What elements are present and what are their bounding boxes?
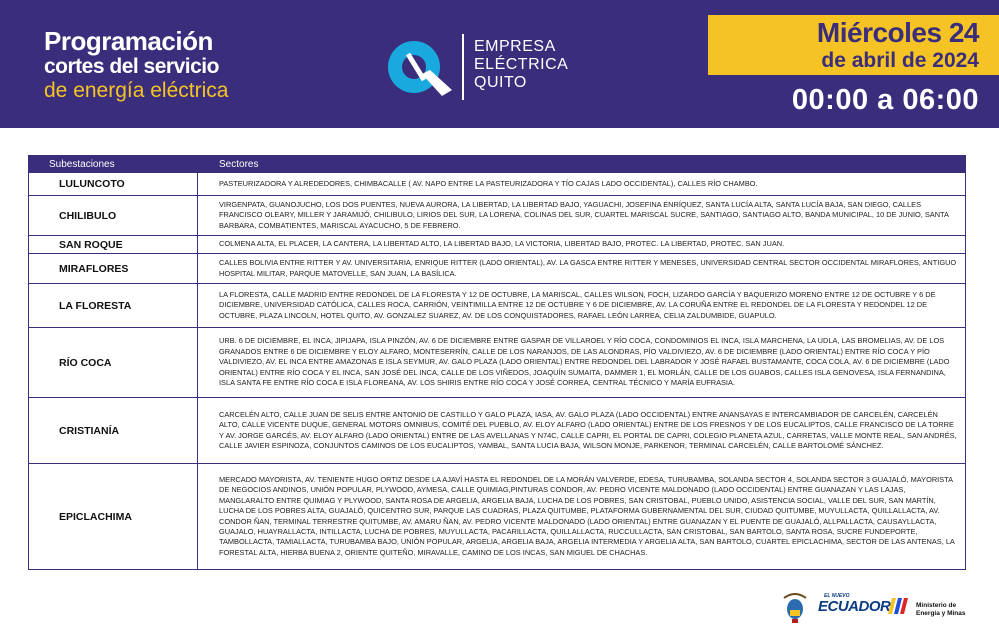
company-line-2: ELÉCTRICA [474, 56, 569, 73]
table-row [29, 173, 965, 195]
ministry-line-1: Ministerio de [916, 602, 957, 609]
coat-of-arms-icon [780, 590, 810, 624]
ministry-line-2: Energía y Minas [916, 610, 966, 617]
table-header [29, 156, 965, 173]
table-row [29, 253, 965, 283]
title-line-3: de energía eléctrica [44, 79, 229, 102]
page-title [44, 28, 228, 101]
sector-list: URB. 6 DE DICIEMBRE, EL INCA, JIPIJAPA, ISLA PINZÓN, AV. 6 DE DICIEMBRE ENTRE GASPAR DE VILLAROEL Y RÍO COCA, CONDOMINIOS EL INCA, ISLA MARCHENA, LA UDLA, LAS BROMELIAS, AV. DE LOS GRANADOS ENTRE 6 DE DICIEMBRE Y ELOY ALFARO, MONTESERRÍN, CALLE DE LOS NARANJOS, DE LAS ALONDRAS, PÍO VALDIVIEZO, AV. 6 DE DICIEMBRE (LADO ORIENTAL) ENTRE RÍO COCA Y PÍO VALDIVIEZO, AV. EL INCA ENTRE AMAZONAS E ISLA SEYMUR, AV. GALO PLAZA (LADO ORIENTAL) ENTRE REDONDEL DEL LABRADOR Y JOSÉ RAFAEL BUSTAMANTE, COCA COLA, AV. 6 DE DICIEMBRE (LADO ORIENTAL) ENTRE RÍO COCA Y EL INCA, SAN JOSÉ DEL INCA, CALLE DE LOS VIÑEDOS, JOAQUÍN SUMAITA, DAMMER 1, EL MORLÁN, CALLE DE LOS GUABOS, CALLES ISLA GENOVESA, ISLA FERNANDINA, ISLA SANTA FE ENTRE RÍO COCA E ISLA FLOREANA, AV. LOS SHIRIS ENTRE RÍO COCA Y JOSÉ CORREA, CENTRAL TÉCNICO Y MARÍA EUFRASIA. [219, 336, 950, 388]
eeq-logo-icon [378, 34, 458, 100]
logo-divider [462, 34, 464, 100]
footer-logos [780, 590, 980, 626]
substation-name: LA FLORESTA [29, 284, 198, 327]
sector-list: CARCELÉN ALTO, CALLE JUAN DE SELIS ENTRE ANTONIO DE CASTILLO Y GALO PLAZA, IASA, AV. GALO PLAZA (LADO OCCIDENTAL) ENTRE ANANSAYAS E INTERCAMBIADOR DE CARCELÉN, CARCELÉN ALTO, CALLE VICENTE DUQUE, GENERAL MOTORS OMNIBUS, COMITÉ DEL PUEBLO, AV. ELOY ALFARO (LADO ORIENTAL) ENTRE DE LOS FRESNOS Y DE LOS EUCALIPTOS, CALLE FRANCISCO DE LA TORRE Y AV. JORGE GARCÉS, AV. ELOY ALFARO (LADO ORIENTAL) ENTRE DE LAS AVELLANAS Y N74C, CALLE CAPRI, EL PORTAL DE CAPRI, COLEGIO PLANETA AZUL, CARRETAS, VALLE MONTE REAL, SAN ANDRÉS, CALLE JAVIER ESPINOZA, CONJUNTOS CAMINOS DE LOS EUCALIPTOS, YAMBAL, SANTA LUCIA BAJA, WILSON MONJE, PARKENOR, TERMINAL CARCELÉN, CALLE BARTOLOMÉ SÁNCHEZ. [219, 409, 957, 450]
col-substations: Subestaciones [49, 159, 115, 170]
company-name [474, 38, 568, 92]
table-row [29, 195, 965, 235]
ministry-name [916, 602, 966, 618]
col-sectors: Sectores [219, 159, 259, 170]
substation-name: EPICLACHIMA [29, 464, 198, 569]
header-banner [0, 0, 999, 128]
sector-list: LA FLORESTA, CALLE MADRID ENTRE REDONDEL DE LA FLORESTA Y 12 DE OCTUBRE, LA MARISCAL, CALLES WILSON, FOCH, LIZARDO GARCÍA Y BAQUERIZO MORENO ENTRE 12 DE OCTUBRE Y 6 DE DICIEMBRE, UNIVERSIDAD CATÓLICA, CALLES ROCA, CARRIÓN, VEINTIMILLA ENTRE 12 DE OCTUBRE Y 6 DE DICIEMBRE, AV. LA CORUÑA ENTRE EL REDONDEL DE LA FLORESTA Y REDONDEL 12 DE OCTUBRE, PLAZA LINCOLN, HOTEL QUITO, AV. GONZALEZ SUAREZ, AV. DE LOS CONQUISTADORES, RAFAEL LEÓN LARREA, CELIA ZALDUMBIDE, GUAPULO. [219, 289, 936, 320]
sector-list: CALLES BOLIVIA ENTRE RITTER Y AV. UNIVERSITARIA, ENRIQUE RITTER (LADO ORIENTAL), AV. LA GASCA ENTRE RITTER Y MENESES, UNIVERSIDAD CENTRAL SECTOR OCCIDENTAL MIRAFLORES, ANTIGUO HOSPITAL MILITAR, PARQUE MATOVELLE, SAN JUAN, LA BASÍLICA. [219, 258, 957, 278]
logo-ecuador: ECUADOR [818, 598, 891, 615]
sector-list: VIRGENPATA, GUANOJUCHO, LOS DOS PUENTES, NUEVA AURORA, LA LIBERTAD, LA LIBERTAD BAJO, YAGUACHI, JOSEFINA ENRÍQUEZ, SANTA LUCÍA ALTA, SANTA LUCÍA BAJA, SAN DIEGO, CALLES FRANCISCO OLEARY, MILLER Y JARAMIJÓ, CHILIBULO, LIRIOS DEL SUR, LA LORENA, COLINAS DEL SUR, CUARTEL MARISCAL SUCRE, SANTIAGO, SANTIAGO ALTO, BANDA MUNICIPAL, 10 DE JUNIO, SANTA BARBARA, COMBATIENTES, MARISCAL AYACUCHO, 5 DE FEBRERO. [219, 199, 949, 230]
substation-name: RÍO COCA [29, 328, 198, 397]
table-body [29, 173, 965, 569]
title-line-1: Programación [44, 26, 213, 56]
company-line-1: EMPRESA [474, 38, 556, 55]
flag-stripes-icon [888, 596, 908, 616]
company-line-3: QUITO [474, 74, 527, 91]
table-row [29, 283, 965, 327]
table-row [29, 327, 965, 397]
sector-list: MERCADO MAYORISTA, AV. TENIENTE HUGO ORTIZ DESDE LA AJAVÍ HASTA EL REDONDEL DE LA MORÁN VALVERDE, EDESA, TURUBAMBA, SOLANDA SECTOR 4, SOLANDA SECTOR 3 GUAJALÓ, MAYORISTA DE NEGOCIOS ANDINOS, UNIÓN POPULAR, PLYWOOD, AYMESA, CALLE QUIMIAG,PINTURAS CONDOR, AV. PEDRO VICENTE MALDONADO (LADO OCCIDENTAL) ENTRE GUANAZAN Y LAS LAJAS, MANGLARALTO ENTRE QUIMIAG Y PLYWOOD, SANTA ROSA DE ARGELIA, ARGELIA BAJA, LUCHA DE LOS POBRES, SAN CRISTOBAL, PUEBLO UNIDO, ASISTENCIA SOCIAL, VALLE DEL SUR, SAN MARTÍN, LUCHA DE LOS POBRES ALTA, GUAJALÓ, QUICENTRO SUR, PARQUE LAS CUADRAS, PLAZA QUITUMBE, PLATAFORMA GUBERNAMENTAL DEL SUR, CIUDAD QUITUMBE, MUYULLACTA, QUILLALLACTA, AV. CONDOR ÑAN, TERMINAL TERRESTRE QUITUMBE, AV. AMARU ÑAN, AV. PEDRO VICENTE MALDONADO (LADO ORIENTAL) ENTRE GUANAZAN Y EL PUENTE DE GUAJALÓ, ALLPALLACTA, CAUSAYLLACTA, GUAJALO, HUAYRALLACTA, INTILLACTA, LUCHA DE POBRES, MUYULLACTA, PACARILLACTA, QUILLALLACTA, RUCCULLACTA, SAN CRISTOBAL, SAN BARTOLO, SANTA ROSA, SUCRE FUNDEPORTE, TAMBOLLACTA, TAMIALLACTA, TURUBAMBA BAJO, UNIÓN POPULAR, ARGELIA, ARGELIA BAJA, ARGELIA INTERMEDIA Y ARGELIA ALTA, SAN BARTOLO, CUARTEL EPICLACHIMA, SECTOR DE LAS ANTENAS, LA FORESTAL ALTA, HIERBA BUENA 2, ORIENTE QUITEÑO, MIRAVALLE, CAMINO DE LOS INCAS, SAN MIGUEL DE CHACHAS. [219, 474, 955, 557]
outage-table [28, 155, 966, 570]
substation-name: SAN ROQUE [29, 236, 198, 253]
table-row [29, 235, 965, 253]
substation-name: MIRAFLORES [29, 254, 198, 283]
substation-name: CHILIBULO [29, 196, 198, 235]
table-row [29, 463, 965, 569]
substation-name: CRISTIANÍA [29, 398, 198, 463]
logo-el-nuevo: EL NUEVO [824, 593, 850, 599]
substation-name: LULUNCOTO [29, 173, 198, 195]
table-row [29, 397, 965, 463]
sector-list: COLMENA ALTA, EL PLACER, LA CANTERA, LA LIBERTAD ALTO, LA LIBERTAD BAJO, LA VICTORIA, LIBERTAD BAJO, PROTEC. LA LIBERTAD, PROTEC. SAN JUAN. [219, 239, 785, 249]
title-line-2: cortes del servicio [44, 55, 219, 78]
date-box [708, 15, 999, 75]
date-month-year: de abril de 2024 [821, 49, 979, 72]
time-range: 00:00 a 06:00 [791, 84, 979, 116]
date-day: Miércoles 24 [816, 17, 979, 48]
sector-list: PASTEURIZADORA Y ALREDEDORES, CHIMBACALLE ( AV. NAPO ENTRE LA PASTEURIZADORA Y TÍO CAJAS LADO OCCIDENTAL), CALLES RÍO CHAMBO. [219, 178, 758, 188]
